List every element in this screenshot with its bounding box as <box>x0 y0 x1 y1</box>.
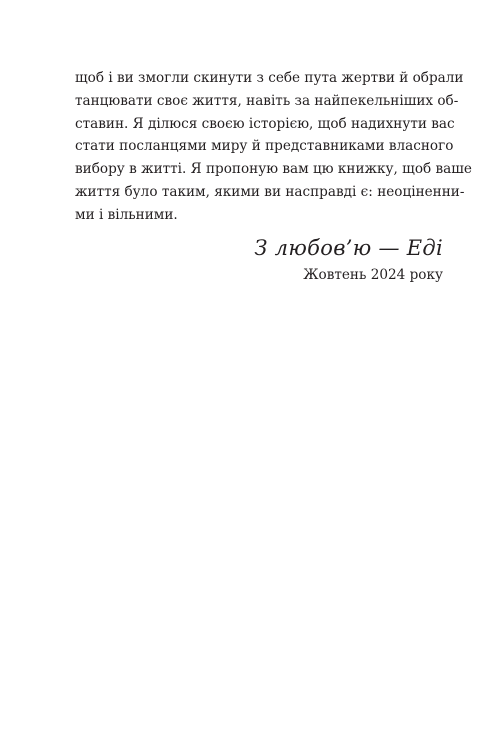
body-paragraph <box>75 67 472 227</box>
text-line: щоб і ви змогли скинути з себе пута жертви й обрали <box>75 70 464 86</box>
text-line: життя було таким, якими ви насправді є: неоціненни- <box>75 183 465 200</box>
text-line: ми і вільними. <box>75 206 178 223</box>
text-line: ставин. Я ділюся своєю історією, щоб надихнути вас <box>75 115 455 132</box>
date-line: Жовтень 2024 року <box>303 267 443 283</box>
text-line: стати посланцями миру й представниками власного <box>75 138 454 155</box>
text-line: вибору в житті. Я пропоную вам цю книжку, щоб ваше <box>75 161 472 178</box>
text-line: танцювати своє життя, навіть за найпекельніших об- <box>75 92 459 109</box>
signature: З любов’ю — Еді <box>254 236 443 260</box>
